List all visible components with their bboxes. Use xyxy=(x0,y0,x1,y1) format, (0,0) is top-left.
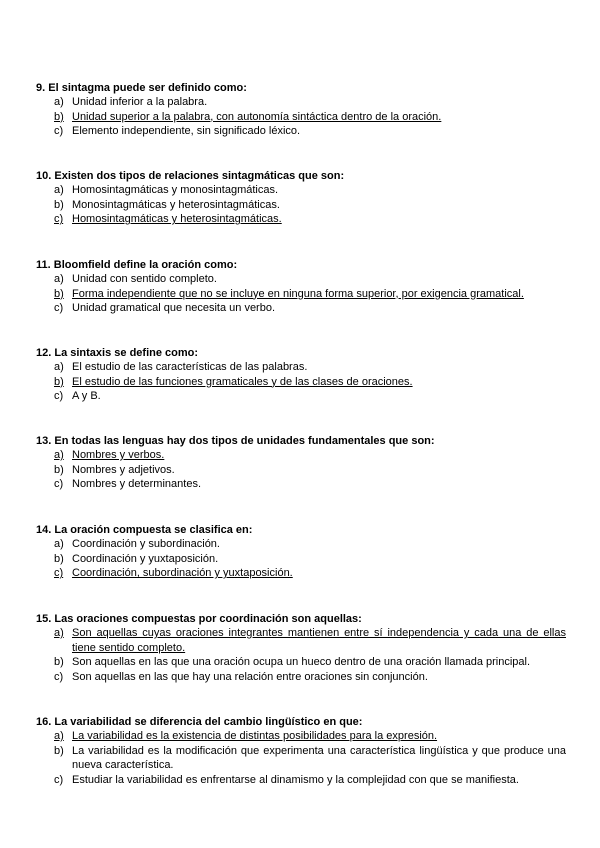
option-c: c) Estudiar la variabilidad es enfrentarse al dinamismo y la complejidad con que se manifiesta. xyxy=(54,773,519,786)
option-b-correct: b) El estudio de las funciones gramaticales y de las clases de oraciones. xyxy=(54,375,413,388)
option-c: c) Elemento independiente, sin significado léxico. xyxy=(54,125,301,137)
question-title: 16. La variabilidad se diferencia del cambio lingüístico en que: xyxy=(36,716,363,728)
option-b: b) Monosintagmáticas y heterosintagmáticas. xyxy=(54,198,280,211)
option-b-correct: b) Unidad superior a la palabra, con autonomía sintáctica dentro de la oración. xyxy=(54,110,442,123)
question-title: 14. La oración compuesta se clasifica en: xyxy=(36,524,253,536)
option-a: a) Coordinación y subordinación. xyxy=(54,538,220,550)
options-list xyxy=(36,183,566,227)
question-title: 12. La sintaxis se define como: xyxy=(36,347,199,359)
option-b: b) Nombres y adjetivos. xyxy=(54,463,175,476)
option-a: a) El estudio de las características de las palabras. xyxy=(54,361,308,373)
option-c: c) A y B. xyxy=(54,390,101,402)
question-title: 15. Las oraciones compuestas por coordinación son aquellas: xyxy=(36,613,362,625)
question-13 xyxy=(36,434,566,492)
option-b: b) La variabilidad es la modificación que experimenta una característica lingüística y que produce una nueva característica. xyxy=(54,744,566,771)
option-a: a) Unidad con sentido completo. xyxy=(54,273,217,285)
options-list xyxy=(36,626,566,684)
options-list xyxy=(36,95,566,139)
option-c: c) Nombres y determinantes. xyxy=(54,478,201,490)
question-12 xyxy=(36,346,566,404)
question-title: 13. En todas las lenguas hay dos tipos de unidades fundamentales que son: xyxy=(36,435,435,447)
options-list xyxy=(36,272,566,316)
question-9 xyxy=(36,81,566,139)
question-14 xyxy=(36,523,566,581)
question-16 xyxy=(36,715,566,787)
question-10 xyxy=(36,169,566,227)
option-a-correct: a) La variabilidad es la existencia de distintas posibilidades para la expresión. xyxy=(54,730,438,742)
option-b: b) Son aquellas en las que una oración ocupa un hueco dentro de una oración llamada principal. xyxy=(54,656,531,668)
question-11 xyxy=(36,258,566,316)
option-c: c) Unidad gramatical que necesita un verbo. xyxy=(54,302,276,314)
options-list xyxy=(36,537,566,581)
question-15 xyxy=(36,612,566,684)
option-a-correct: a) Son aquellas cuyas oraciones integrantes mantienen entre sí independencia y cada una de ellas tiene sentido completo. xyxy=(54,627,566,654)
option-b: b) Coordinación y yuxtaposición. xyxy=(54,552,219,565)
options-list xyxy=(36,448,566,492)
options-list xyxy=(36,360,566,404)
option-a: a) Homosintagmáticas y monosintagmáticas. xyxy=(54,184,279,196)
option-c: c) Son aquellas en las que hay una relación entre oraciones sin conjunción. xyxy=(54,670,428,683)
option-a-correct: a) Nombres y verbos. xyxy=(54,449,165,461)
question-title: 9. El sintagma puede ser definido como: xyxy=(36,82,247,94)
option-c-correct: c) Homosintagmáticas y heterosintagmáticas. xyxy=(54,213,282,225)
option-a: a) Unidad inferior a la palabra. xyxy=(54,96,208,108)
option-c-correct: c) Coordinación, subordinación y yuxtaposición. xyxy=(54,567,293,579)
option-b-correct: b) Forma independiente que no se incluye en ninguna forma superior, por exigencia gramatical. xyxy=(54,287,524,300)
question-title: 10. Existen dos tipos de relaciones sintagmáticas que son: xyxy=(36,170,345,182)
question-title: 11. Bloomfield define la oración como: xyxy=(36,259,238,271)
options-list xyxy=(36,729,566,787)
